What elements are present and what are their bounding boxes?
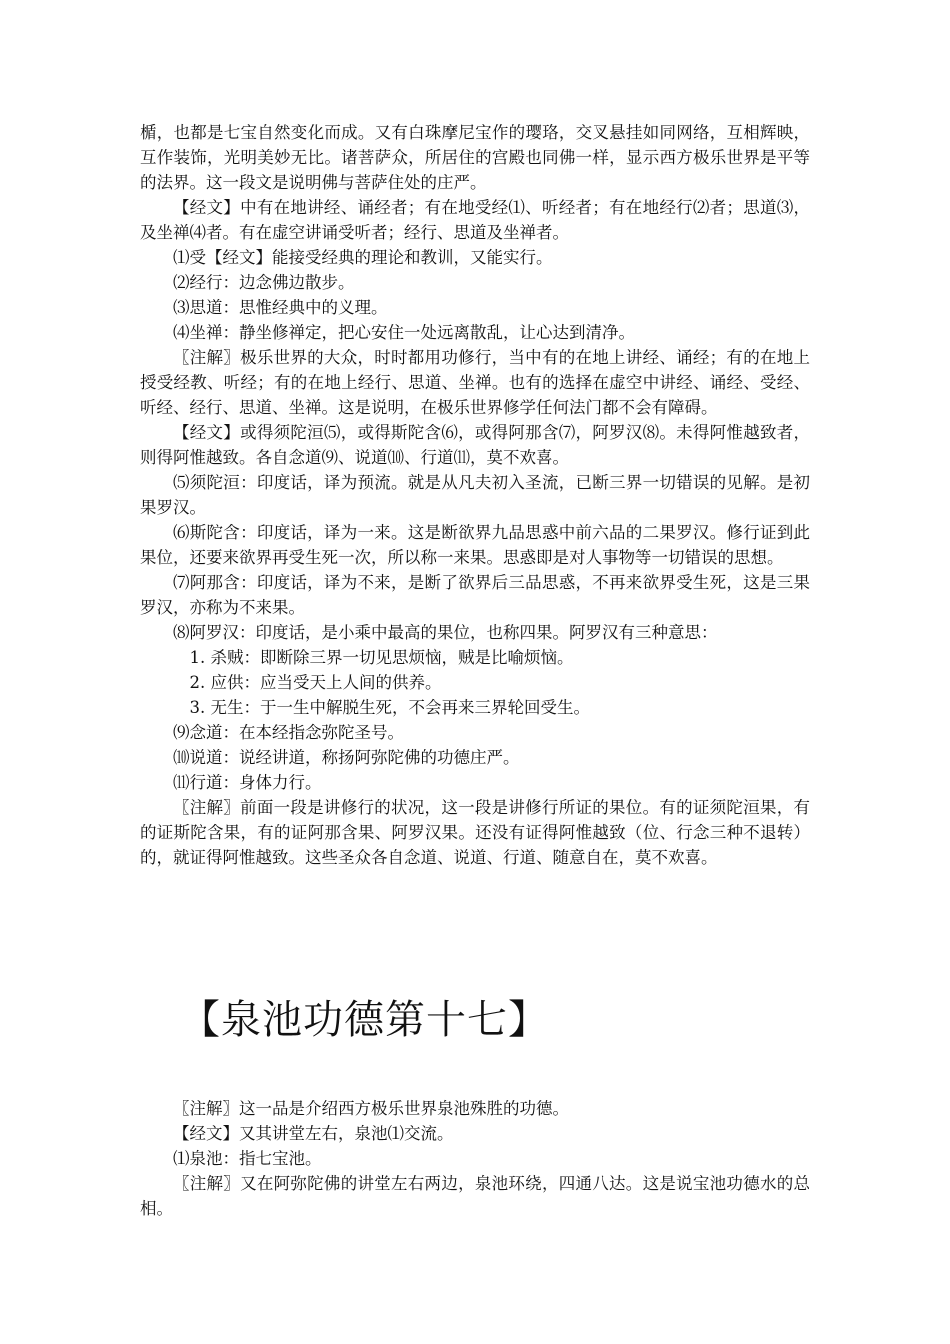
paragraph: ⑾行道：身体力行。: [173, 773, 322, 792]
paragraph: ⑻阿罗汉：印度话，是小乘中最高的果位，也称四果。阿罗汉有三种意思：: [173, 623, 718, 642]
paragraph: ⑹斯陀含：印度话，译为一来。这是断欲界九品思惑中前六品的二果罗汉。修行证到此果位，还要来欲界再受生死一次，所以称一来果。思惑即是对人事物等一切错误的思想。: [140, 523, 810, 567]
paragraph: ⑸须陀洹：印度话，译为预流。就是从凡夫初入圣流，已断三界一切错误的见解。是初果罗汉。: [140, 473, 810, 517]
paragraph: 【经文】或得须陀洹⑸，或得斯陀含⑹，或得阿那含⑺，阿罗汉⑻。未得阿惟越致者，则得阿惟越致。各自念道⑼、说道⑽、行道⑾，莫不欢喜。: [140, 423, 810, 467]
paragraph: ⑴受【经文】能接受经典的理论和教训，又能实行。: [173, 248, 553, 267]
paragraph: ⑴泉池：指七宝池。: [173, 1149, 322, 1168]
paragraph: 2. 应供：应当受天上人间的供养。: [189, 673, 442, 692]
paragraph: 【经文】又其讲堂左右，泉池⑴交流。: [173, 1124, 454, 1143]
paragraph: ⑷坐禅：静坐修禅定，把心安住一处远离散乱，让心达到清净。: [173, 323, 635, 342]
paragraph: 〖注解〗极乐世界的大众，时时都用功修行，当中有的在地上讲经、诵经；有的在地上授受经教、听经；有的在地上经行、思道、坐禅。也有的选择在虚空中讲经、诵经、受经、听经、经行、思道、坐禅。这是说明，在极乐世界修学任何法门都不会有障碍。: [140, 348, 810, 417]
paragraph: 【经文】中有在地讲经、诵经者；有在地受经⑴、听经者；有在地经行⑵者；思道⑶，及坐禅⑷者。有在虚空讲诵受听者；经行、思道及坐禅者。: [140, 198, 810, 242]
paragraph: 楯，也都是七宝自然变化而成。又有白珠摩尼宝作的璎珞，交叉悬挂如同网络，互相辉映，互作装饰，光明美妙无比。诸菩萨众，所居住的宫殿也同佛一样，显示西方极乐世界是平等的法界。这一段文是说明佛与菩萨住处的庄严。: [140, 123, 810, 192]
paragraph: 〖注解〗又在阿弥陀佛的讲堂左右两边，泉池环绕，四通八达。这是说宝池功德水的总相。: [140, 1174, 810, 1218]
paragraph: 1. 杀贼：即断除三界一切见思烦恼，贼是比喻烦恼。: [189, 648, 574, 667]
body-text: [140, 120, 810, 870]
paragraph: 〖注解〗这一品是介绍西方极乐世界泉池殊胜的功德。: [173, 1099, 569, 1118]
paragraph: 〖注解〗前面一段是讲修行的状况，这一段是讲修行所证的果位。有的证须陀洹果，有的证斯陀含果，有的证阿那含果、阿罗汉果。还没有证得阿惟越致（位、行念三种不退转）的，就证得阿惟越致。这些圣众各自念道、说道、行道、随意自在，莫不欢喜。: [140, 798, 810, 867]
paragraph: ⑺阿那含：印度话，译为不来，是断了欲界后三品思惑，不再来欲界受生死，这是三果罗汉，亦称为不来果。: [140, 573, 810, 617]
body-text-continued: [140, 1096, 810, 1221]
paragraph: ⑼念道：在本经指念弥陀圣号。: [173, 723, 404, 742]
paragraph: ⑽说道：说经讲道，称扬阿弥陀佛的功德庄严。: [173, 748, 520, 767]
paragraph: ⑶思道：思惟经典中的义理。: [173, 298, 388, 317]
chapter-heading: 【泉池功德第十七】: [180, 997, 549, 1043]
paragraph: 3. 无生：于一生中解脱生死，不会再来三界轮回受生。: [189, 698, 590, 717]
paragraph: ⑵经行：边念佛边散步。: [173, 273, 355, 292]
